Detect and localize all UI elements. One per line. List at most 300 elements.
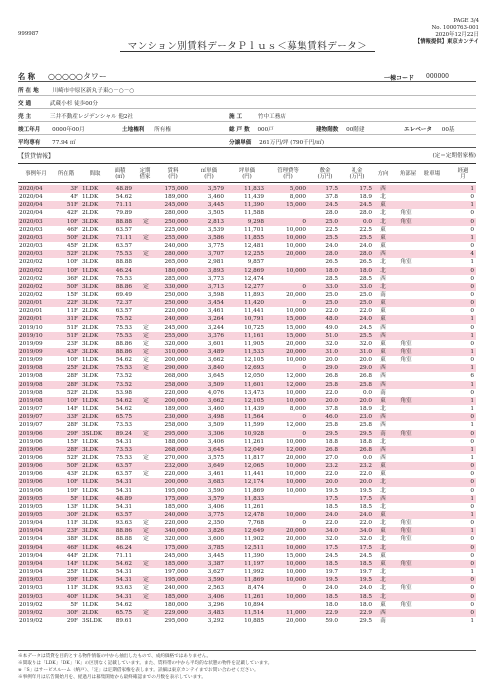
cell-deposit: 32.0 <box>325 536 338 543</box>
cell-key-money: 18.5 <box>359 503 372 510</box>
cell-mgmt: 0 <box>302 283 306 290</box>
cell-unit-m2: 3,775 <box>207 512 224 518</box>
cell-floor: 22F <box>66 300 78 307</box>
cell-date: 2019/04 <box>19 520 43 527</box>
cell-direction: 東 <box>380 226 386 233</box>
cell-rent: 175,000 <box>164 544 188 551</box>
cell-deposit: 26.8 <box>325 446 338 453</box>
cell-area: 75.53 <box>115 324 132 331</box>
cell-rent: 250,000 <box>164 218 188 225</box>
table-row <box>18 258 476 266</box>
cell-direction: 東 <box>380 243 386 250</box>
cell-deposit: 18.5 <box>325 593 338 600</box>
cell-unit-tsubo: 11,855 <box>244 234 264 241</box>
cell-floor: 15F <box>66 291 78 298</box>
access-row <box>18 99 98 107</box>
cell-date: 2020/02 <box>19 259 43 266</box>
cell-floor: 10F <box>66 218 78 225</box>
cell-floor: 29F <box>66 430 78 437</box>
cell-direction: 東 <box>380 300 386 307</box>
cell-floor: 30F <box>66 609 78 616</box>
cell-mgmt: 12,000 <box>286 422 306 429</box>
rental-section-title: 【賃貸情報】 <box>18 153 55 160</box>
cell-unit-tsubo: 11,833 <box>244 495 264 502</box>
cell-unit-m2: 3,586 <box>207 234 224 241</box>
cell-unit-m2: 3,645 <box>207 373 224 380</box>
cell-direction: 東 <box>380 601 386 608</box>
table-row <box>18 405 476 413</box>
cell-area: 89.24 <box>115 430 132 437</box>
cell-floor: 46F <box>66 226 78 233</box>
cell-direction: 西 <box>380 446 386 453</box>
cell-deposit: 33.0 <box>325 283 338 290</box>
cell-floor: 23F <box>66 528 78 535</box>
cell-teiki: 定 <box>143 397 149 404</box>
cell-date: 2019/02 <box>19 609 43 616</box>
cell-months: 0 <box>470 324 474 331</box>
cell-unit-tsubo: 11,902 <box>244 536 264 543</box>
elevator-row <box>404 125 454 133</box>
table-row <box>18 568 476 576</box>
cell-teiki: 定 <box>143 349 149 355</box>
cell-area: 53.98 <box>115 389 132 396</box>
cell-teiki: 定 <box>143 234 149 241</box>
cell-key-money: 24.5 <box>359 324 372 331</box>
cell-date: 2019/03 <box>19 593 43 600</box>
cell-deposit: 22.0 <box>325 471 338 478</box>
cell-months: 1 <box>470 234 474 241</box>
cell-layout: 2LDK <box>82 463 99 470</box>
cell-unit-m2: 3,713 <box>207 283 224 290</box>
cell-floor: 4F <box>70 194 78 201</box>
cell-teiki: 定 <box>143 609 149 616</box>
cell-floor: 11F <box>66 308 78 315</box>
cell-deposit: 28.5 <box>325 275 338 282</box>
cell-area: 48.89 <box>115 186 132 192</box>
cell-area: 73.53 <box>115 446 132 453</box>
cell-date: 2019/04 <box>19 552 43 559</box>
cell-rent: 195,000 <box>164 577 188 584</box>
cell-deposit: 59.0 <box>325 617 338 624</box>
table-row <box>18 519 476 527</box>
cell-unit-tsubo: 8,474 <box>247 585 264 592</box>
cell-key-money: 17.5 <box>359 495 372 502</box>
cell-key-money: 0.0 <box>362 454 372 461</box>
cell-mgmt: 10,000 <box>286 267 306 274</box>
cell-mgmt: 12,000 <box>286 446 306 453</box>
cell-direction: 北 <box>380 479 386 486</box>
cell-unit-m2: 3,509 <box>207 422 224 429</box>
cell-key-money: 22.0 <box>359 520 372 527</box>
cell-floor: 10F <box>66 479 78 486</box>
cell-area: 54.31 <box>115 593 132 600</box>
cell-layout: 2LDK <box>82 454 99 461</box>
col-parking: 駐車場 <box>423 171 441 177</box>
cell-rent: 330,000 <box>164 283 188 290</box>
cell-key-money: 28.0 <box>359 251 372 258</box>
cell-date: 2019/06 <box>19 479 43 486</box>
cell-deposit: 31.0 <box>325 349 338 355</box>
cell-months: 1 <box>470 202 474 209</box>
cell-key-money: 22.0 <box>359 308 372 315</box>
cell-key-money: 22.9 <box>359 609 372 616</box>
cell-unit-tsubo: 12,105 <box>244 357 264 364</box>
cell-area: 65.75 <box>115 609 132 616</box>
cell-date: 2020/03 <box>19 218 43 225</box>
cell-key-money: 18.5 <box>359 560 372 567</box>
cell-deposit: 46.0 <box>325 414 338 421</box>
cell-direction: 東 <box>380 349 386 355</box>
sale-price-label: 分譲単価 <box>229 140 252 146</box>
cell-mgmt: 20,000 <box>286 291 306 298</box>
cell-layout: 2LDK <box>82 275 99 282</box>
cell-months: 0 <box>470 308 474 315</box>
cell-months: 1 <box>470 512 474 518</box>
cell-deposit: 24.5 <box>325 552 338 559</box>
col-corner: 角部屋 <box>399 171 417 177</box>
cell-date: 2019/07 <box>19 422 43 429</box>
sale-price-value: 261万円/坪 (790千円/㎡) <box>259 140 325 146</box>
cell-unit-tsubo: 12,105 <box>244 397 264 404</box>
cell-unit-tsubo: 11,601 <box>244 381 264 388</box>
cell-unit-m2: 2,981 <box>207 259 224 266</box>
building-code: 000000 <box>426 73 449 80</box>
table-row <box>18 291 476 299</box>
table-row <box>18 609 476 617</box>
cell-unit-tsubo: 12,255 <box>244 251 264 258</box>
cell-layout: 3LDK <box>82 259 99 266</box>
cell-layout: 1LDK <box>82 560 99 567</box>
cell-months: 0 <box>470 560 474 567</box>
footnote-2: ※間取りは「LDK」「DK」「K」の区別なく記載しています。また、賃料帯の中から平均的な状態の物件を記載しています。 <box>18 661 273 666</box>
cell-months: 0 <box>470 226 474 233</box>
cell-deposit: 23.2 <box>325 463 338 470</box>
cell-rent: 220,000 <box>164 308 188 315</box>
cell-unit-m2: 3,483 <box>207 609 224 616</box>
cell-layout: 3LDK <box>82 381 99 388</box>
cell-date: 2020/02 <box>19 275 43 282</box>
cell-rent: 175,000 <box>164 495 188 502</box>
cell-months: 0 <box>470 267 474 274</box>
cell-rent: 220,000 <box>164 471 188 478</box>
builder-value: 竹中工務店 <box>257 114 286 120</box>
cell-mgmt: 10,000 <box>286 560 306 567</box>
cell-direction: 北 <box>380 593 386 600</box>
cell-months: 0 <box>470 194 474 201</box>
cell-unit-m2: 3,600 <box>207 536 224 543</box>
cell-layout: 2LDK <box>82 243 99 250</box>
cell-unit-tsubo: 11,161 <box>244 332 264 339</box>
cell-deposit: 25.5 <box>325 234 338 241</box>
cell-deposit: 25.0 <box>325 300 338 307</box>
land-label: 土地権利 <box>122 127 145 133</box>
cell-layout: 3SLDK <box>82 430 103 437</box>
cell-key-money: 25.0 <box>359 300 372 307</box>
cell-rent: 310,000 <box>164 349 188 355</box>
col-months: 経過 月 <box>457 168 469 180</box>
cell-area: 71.11 <box>115 202 132 209</box>
building-code-label: 一棟コード <box>384 75 415 82</box>
cell-direction: 東 <box>380 528 386 535</box>
cell-months: 1 <box>470 397 474 404</box>
cell-area: 54.62 <box>115 560 132 567</box>
table-row <box>18 413 476 421</box>
cell-months: 0 <box>470 218 474 225</box>
cell-area: 75.52 <box>115 316 132 323</box>
table-row <box>18 193 476 201</box>
cell-direction: 西 <box>380 454 386 461</box>
cell-date: 2020/02 <box>19 267 43 274</box>
name-label: 名 称 <box>18 72 35 81</box>
cell-months: 0 <box>470 243 474 250</box>
table-row <box>18 584 476 592</box>
cell-unit-tsubo: 12,869 <box>244 267 264 274</box>
cell-unit-m2: 3,579 <box>207 495 224 502</box>
cell-months: 0 <box>470 520 474 527</box>
cell-unit-m2: 3,601 <box>207 340 224 347</box>
cell-direction: 東 <box>380 340 386 347</box>
cell-corner: 角室 <box>400 430 412 437</box>
cell-direction: 西 <box>380 414 386 421</box>
cell-unit-tsubo: 11,514 <box>244 609 264 616</box>
cell-mgmt: 0 <box>302 520 306 527</box>
cell-floor: 11F <box>66 520 78 527</box>
cell-area: 73.52 <box>115 381 132 388</box>
cell-unit-tsubo: 11,441 <box>244 308 264 315</box>
cell-unit-m2: 3,454 <box>207 300 224 307</box>
total-units-value: 000戸 <box>257 127 274 133</box>
cell-corner: 角室 <box>400 601 412 608</box>
cell-direction: 北 <box>380 536 386 543</box>
document-number: No. 1000763-001 <box>431 25 479 31</box>
cell-rent: 280,000 <box>164 210 188 217</box>
cell-deposit: 22.0 <box>325 389 338 396</box>
cell-mgmt: 10,000 <box>286 544 306 551</box>
cell-rent: 245,000 <box>164 202 188 209</box>
col-teiki: 定期 借家 <box>139 168 151 180</box>
cell-mgmt: 10,000 <box>286 389 306 396</box>
avg-area-label: 平均専有 <box>18 140 41 146</box>
cell-mgmt: 10,000 <box>286 438 306 445</box>
col-area: 面積 (㎡) <box>114 168 126 180</box>
cell-unit-m2: 3,461 <box>207 471 224 478</box>
cell-months: 0 <box>470 463 474 470</box>
cell-unit-tsubo: 13,473 <box>244 389 264 396</box>
completion-label: 竣工年月 <box>18 127 41 133</box>
cell-area: 63.57 <box>115 471 132 478</box>
cell-direction: 北 <box>380 503 386 510</box>
cell-area: 54.62 <box>115 601 132 608</box>
cell-teiki: 定 <box>143 577 149 584</box>
footnote-3: ※「S」はサービスルーム（納戸）、「定」は定期借家権を表します。詳細は東京カンテイまでお問い合わせください。 <box>18 668 259 673</box>
cell-floor: 5F <box>70 495 78 502</box>
col-floor: 所在階 <box>57 171 75 177</box>
cell-mgmt: 10,000 <box>286 512 306 518</box>
cell-direction: 北 <box>380 577 386 584</box>
cell-mgmt: 0 <box>302 430 306 437</box>
cell-date: 2019/05 <box>19 503 43 510</box>
cell-unit-tsubo: 12,474 <box>244 275 264 282</box>
cell-layout: 3LDK <box>82 528 99 535</box>
cell-deposit: 25.0 <box>325 218 338 225</box>
cell-key-money: 24.0 <box>359 512 372 518</box>
cell-area: 75.53 <box>115 454 132 461</box>
cell-unit-m2: 3,785 <box>207 544 224 551</box>
cell-unit-m2: 3,662 <box>207 357 224 364</box>
cell-date: 2019/06 <box>19 471 43 478</box>
cell-floor: 29F <box>66 617 78 624</box>
cell-months: 1 <box>470 349 474 355</box>
cell-rent: 258,000 <box>164 381 188 388</box>
cell-layout: 1LDK <box>82 479 99 486</box>
cell-teiki: 定 <box>143 332 149 339</box>
cell-key-money: 22.0 <box>359 471 372 478</box>
cell-rent: 240,000 <box>164 585 188 592</box>
cell-key-money: 24.5 <box>359 552 372 559</box>
cell-months: 0 <box>470 357 474 364</box>
cell-teiki: 定 <box>143 536 149 543</box>
table-bottom-rule <box>18 650 476 651</box>
cell-rent: 180,000 <box>164 267 188 274</box>
cell-direction: 北 <box>380 438 386 445</box>
cell-floor: 33F <box>66 414 78 421</box>
page-number: PAGE 3/4 <box>453 18 479 24</box>
cell-unit-tsubo: 11,869 <box>244 487 264 494</box>
document-code: 999987 <box>18 31 39 37</box>
cell-layout: 1LDK <box>82 577 99 584</box>
cell-unit-tsubo: 12,649 <box>244 528 264 535</box>
cell-mgmt: 10,000 <box>286 487 306 494</box>
cell-unit-tsubo: 11,197 <box>244 560 264 567</box>
cell-rent: 268,000 <box>164 446 188 453</box>
cell-rent: 195,000 <box>164 487 188 494</box>
cell-floor: 5F <box>70 601 78 608</box>
cell-area: 65.75 <box>115 414 132 421</box>
cell-rent: 320,000 <box>164 340 188 347</box>
cell-key-money: 23.0 <box>359 414 372 421</box>
cell-key-money: 25.8 <box>359 381 372 388</box>
cell-deposit: 34.0 <box>325 528 338 535</box>
cell-date: 2019/09 <box>19 349 43 355</box>
cell-layout: 1LDK <box>82 406 99 413</box>
cell-mgmt: 8,000 <box>289 406 306 413</box>
cell-unit-m2: 3,539 <box>207 226 224 233</box>
cell-months: 1 <box>470 495 474 502</box>
table-row <box>18 307 476 315</box>
cell-layout: 3LDK <box>82 422 99 429</box>
cell-deposit: 29.0 <box>325 365 338 372</box>
cell-direction: 北 <box>380 544 386 551</box>
cell-floor: 51F <box>66 332 78 339</box>
cell-unit-m2: 3,445 <box>207 552 224 559</box>
cell-unit-tsubo: 11,869 <box>244 577 264 584</box>
cell-deposit: 18.0 <box>325 267 338 274</box>
cell-unit-m2: 2,350 <box>207 520 224 527</box>
cell-deposit: 24.0 <box>325 243 338 250</box>
cell-unit-m2: 3,773 <box>207 275 224 282</box>
cell-key-money: 25.8 <box>359 422 372 429</box>
title-underline <box>120 51 375 52</box>
cell-layout: 1LDK <box>82 397 99 404</box>
cell-layout: 3LDK <box>82 218 99 225</box>
cell-mgmt: 12,000 <box>286 381 306 388</box>
cell-area: 72.37 <box>115 300 132 307</box>
provider: 【情報提供】東京カンテイ <box>414 39 479 45</box>
cell-months: 0 <box>470 414 474 421</box>
cell-rent: 265,000 <box>164 259 188 266</box>
cell-date: 2019/06 <box>19 430 43 437</box>
cell-months: 1 <box>470 446 474 453</box>
cell-unit-tsubo: 12,511 <box>244 544 264 551</box>
cell-floor: 10F <box>66 357 78 364</box>
cell-area: 63.57 <box>115 243 132 250</box>
page-title: マンション別賃料データＰｌｕｓ＜募集賃料データ＞ <box>127 41 368 52</box>
cell-date: 2019/07 <box>19 414 43 421</box>
cell-unit-m2: 3,826 <box>207 528 224 535</box>
cell-months: 0 <box>470 471 474 478</box>
cell-rent: 189,000 <box>164 406 188 413</box>
cell-key-money: 22.5 <box>359 226 372 233</box>
floors-row <box>316 125 364 133</box>
cell-date: 2019/08 <box>19 397 43 404</box>
cell-date: 2020/04 <box>19 210 43 217</box>
cell-rent: 189,000 <box>164 194 188 201</box>
cell-unit-tsubo: 11,390 <box>244 202 264 209</box>
cell-months: 0 <box>470 430 474 437</box>
cell-area: 88.88 <box>115 218 132 225</box>
cell-corner: 角室 <box>400 340 412 347</box>
col-key-money: 礼金 (万円) <box>349 168 365 180</box>
cell-floor: 40F <box>66 593 78 600</box>
cell-unit-tsubo: 10,894 <box>244 601 264 608</box>
cell-layout: 3LDK <box>82 373 99 380</box>
cell-layout: 3LDK <box>82 283 99 290</box>
table-row <box>18 356 476 364</box>
cell-key-money: 17.5 <box>359 544 372 551</box>
cell-deposit: 24.0 <box>325 585 338 592</box>
cell-area: 75.53 <box>115 332 132 339</box>
cell-unit-tsubo: 10,928 <box>244 430 264 437</box>
table-row <box>18 446 476 454</box>
cell-layout: 3LDK <box>82 340 99 347</box>
cell-key-money: 26.5 <box>359 259 372 266</box>
table-row <box>18 535 476 543</box>
cell-key-money: 26.8 <box>359 446 372 453</box>
table-row <box>18 552 476 560</box>
cell-unit-m2: 4,076 <box>207 389 224 396</box>
completion-value: 0000年00月 <box>52 127 85 133</box>
cell-key-money: 18.0 <box>359 601 372 608</box>
cell-floor: 15F <box>66 438 78 445</box>
cell-unit-m2: 3,376 <box>207 332 224 339</box>
cell-layout: 3LDK <box>82 349 99 355</box>
cell-rent: 240,000 <box>164 243 188 250</box>
cell-layout: 2LDK <box>82 512 99 518</box>
cell-key-money: 20.0 <box>359 479 372 486</box>
cell-layout: 2LDK <box>82 210 99 217</box>
cell-mgmt: 8,000 <box>289 194 306 201</box>
cell-key-money: 18.0 <box>359 267 372 274</box>
cell-direction: 南 <box>380 389 386 396</box>
cell-date: 2020/03 <box>19 226 43 233</box>
cell-floor: 50F <box>66 234 78 241</box>
cell-deposit: 48.0 <box>325 316 338 323</box>
cell-rent: 270,000 <box>164 454 188 461</box>
cell-area: 54.31 <box>115 503 132 510</box>
cell-date: 2019/03 <box>19 577 43 584</box>
cell-layout: 2LDK <box>82 308 99 315</box>
cell-corner: 角室 <box>400 528 412 535</box>
